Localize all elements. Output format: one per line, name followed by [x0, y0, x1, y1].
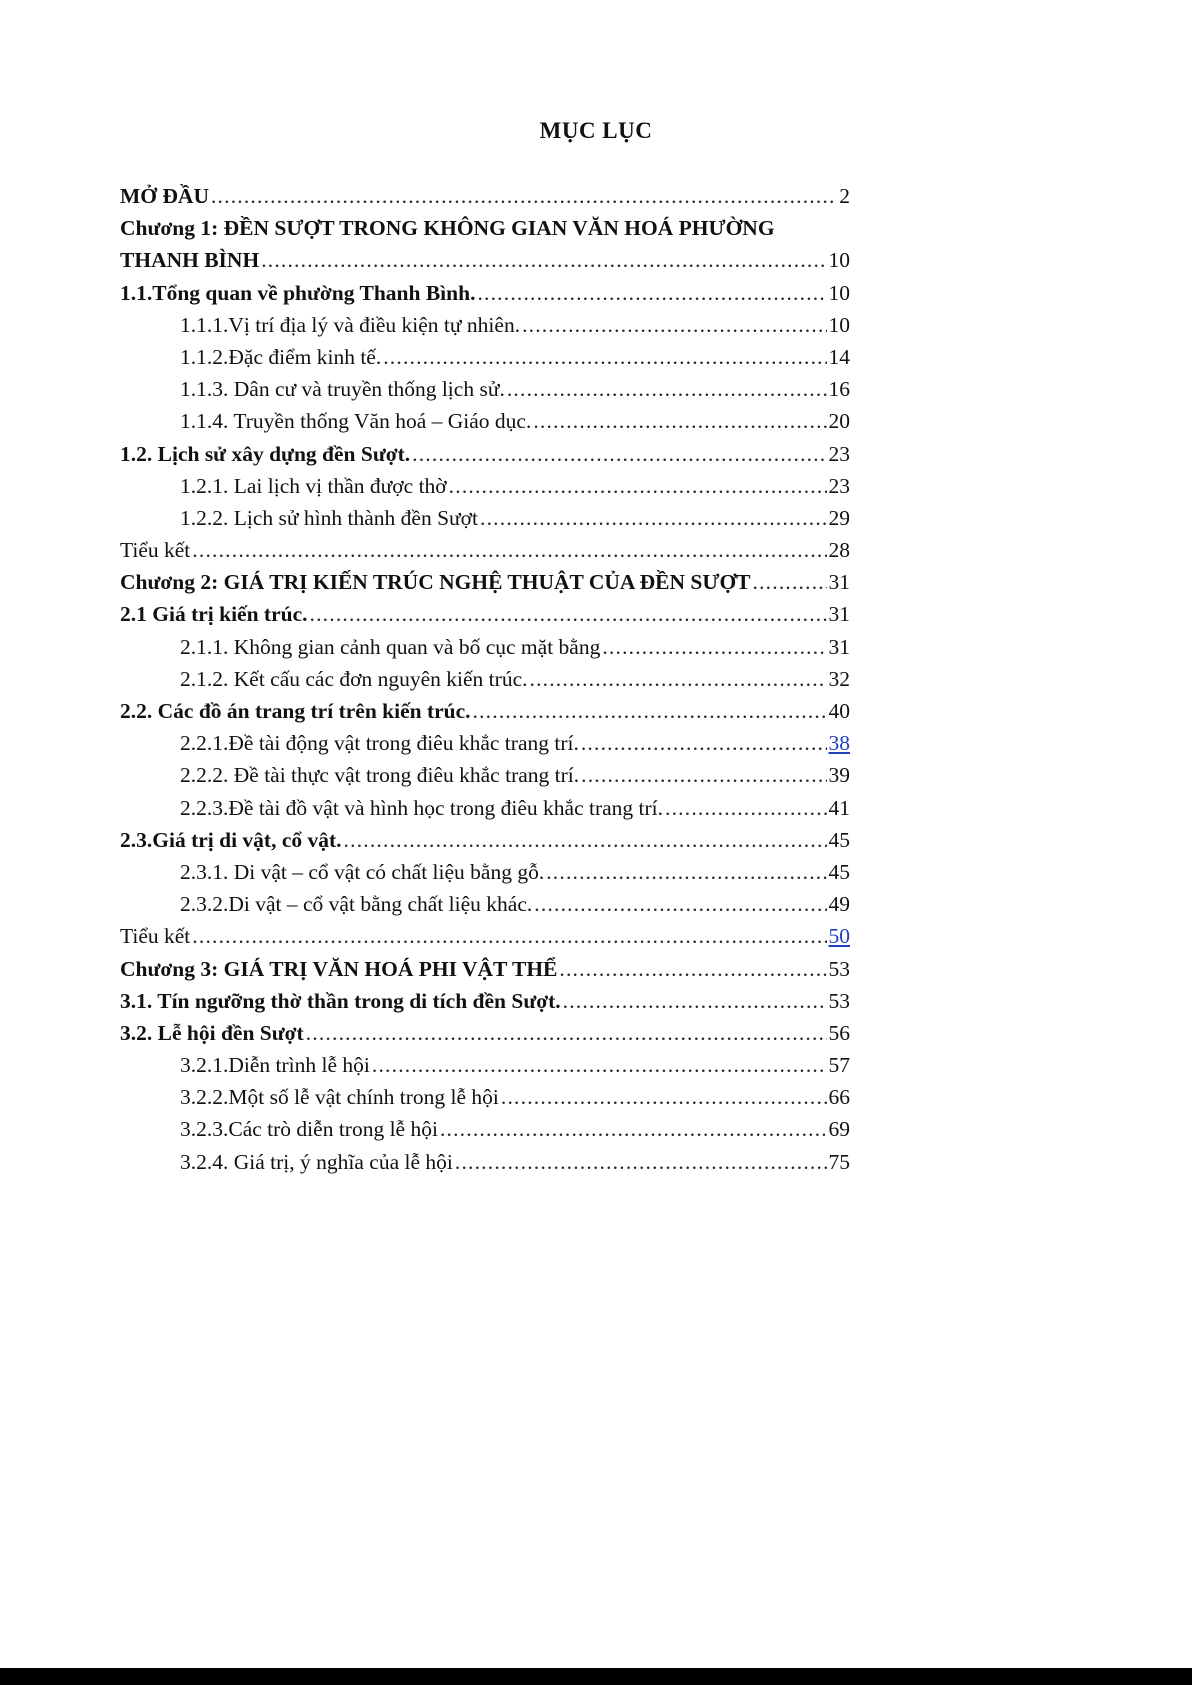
- dot-leader: [344, 824, 827, 856]
- toc-page-number: 39: [828, 763, 850, 788]
- toc-page-number: 31: [828, 602, 850, 627]
- toc-entry-title: Chương 1: ĐỀN SƯỢT TRONG KHÔNG GIAN VĂN HOÁ PHƯỜNG: [120, 216, 775, 241]
- toc-entry[interactable]: [120, 759, 850, 791]
- toc-entry[interactable]: [120, 244, 850, 276]
- toc-entry-title: 1.2.2. Lịch sử hình thành đền Sượt: [180, 505, 479, 530]
- toc-entry-title: 2.1 Giá trị kiến trúc.: [120, 602, 308, 627]
- bottom-border: [0, 1668, 1192, 1685]
- dot-leader: [455, 1146, 827, 1178]
- toc-page-number: 16: [828, 377, 850, 402]
- toc-page-number: 75: [828, 1149, 850, 1174]
- toc-page-number: 31: [828, 634, 850, 659]
- toc-entry[interactable]: [120, 631, 850, 663]
- dot-leader: [501, 1081, 827, 1113]
- dot-leader: [563, 985, 827, 1017]
- toc-entry-title: 3.2.2.Một số lễ vật chính trong lễ hội: [180, 1085, 499, 1110]
- toc-entry[interactable]: [120, 727, 850, 759]
- toc-entry[interactable]: [120, 277, 850, 309]
- toc-entry-title: 1.1.Tổng quan về phường Thanh Bình.: [120, 280, 476, 305]
- toc-page-number: 53: [828, 956, 850, 981]
- toc-page-number: 45: [828, 859, 850, 884]
- toc-page-number: 29: [828, 505, 850, 530]
- toc-page-number: 10: [828, 280, 850, 305]
- toc-entry-title: 3.2.1.Diễn trình lễ hội: [180, 1053, 370, 1078]
- toc-page-number: 10: [828, 312, 850, 337]
- toc-entry[interactable]: [120, 792, 850, 824]
- toc-entry[interactable]: [120, 373, 850, 405]
- toc-entry[interactable]: [120, 1049, 850, 1081]
- toc-entry-title: 2.2.2. Đề tài thực vật trong điêu khắc trang trí.: [180, 763, 580, 788]
- toc-entry-title: 3.2. Lễ hội đền Sượt: [120, 1020, 304, 1045]
- toc-page-number: 66: [828, 1085, 850, 1110]
- toc-entry-title: 2.3.1. Di vật – cổ vật có chất liệu bằng gỗ.: [180, 859, 545, 884]
- toc-entry[interactable]: [120, 534, 850, 566]
- toc-page-number: 57: [828, 1053, 850, 1078]
- toc-entry[interactable]: [120, 309, 850, 341]
- toc-entry[interactable]: [120, 1113, 850, 1145]
- toc-entry[interactable]: [120, 953, 850, 985]
- toc-entry[interactable]: [120, 438, 850, 470]
- dot-leader: [559, 953, 826, 985]
- dot-leader: [581, 759, 826, 791]
- toc-entry[interactable]: [120, 856, 850, 888]
- toc-entry-title: 1.1.3. Dân cư và truyền thống lịch sử.: [180, 377, 505, 402]
- dot-leader: [507, 373, 827, 405]
- dot-leader: [440, 1113, 827, 1145]
- dot-leader: [211, 180, 837, 212]
- dot-leader: [581, 727, 827, 759]
- toc-page-number: 45: [828, 827, 850, 852]
- toc-entry-title: Tiểu kết: [120, 538, 191, 563]
- toc-entry[interactable]: [120, 663, 850, 695]
- toc-entry-title: 1.1.1.Vị trí địa lý và điều kiện tự nhiên.: [180, 312, 521, 337]
- dot-leader: [383, 341, 826, 373]
- toc-entry-title: 1.1.4. Truyền thống Văn hoá – Giáo dục.: [180, 409, 532, 434]
- toc-page-number: 41: [828, 795, 850, 820]
- toc-page-number: 32: [828, 666, 850, 691]
- toc-page-number: 40: [828, 699, 850, 723]
- toc-entry-title: THANH BÌNH: [120, 248, 260, 273]
- toc-page-number: 56: [828, 1020, 850, 1045]
- dot-leader: [192, 920, 826, 952]
- dot-leader: [602, 631, 826, 663]
- toc-entry-title: Chương 3: GIÁ TRỊ VĂN HOÁ PHI VẬT THỂ: [120, 956, 558, 981]
- dot-leader: [530, 663, 827, 695]
- dot-leader: [533, 405, 826, 437]
- toc-entry-title: 1.1.2.Đặc điểm kinh tế.: [180, 344, 382, 369]
- dot-leader: [192, 534, 826, 566]
- toc-page-number: 23: [828, 473, 850, 498]
- dot-leader: [534, 888, 826, 920]
- toc-entry-title: 2.2. Các đồ án trang trí trên kiến trúc.: [120, 699, 471, 723]
- toc-page-number[interactable]: 38: [828, 731, 850, 756]
- toc-page-number: 53: [828, 988, 850, 1013]
- page-title: MỤC LỤC: [539, 118, 653, 143]
- toc-entry[interactable]: [120, 695, 850, 727]
- dot-leader: [480, 502, 826, 534]
- toc-entry-title: 2.2.1.Đề tài động vật trong điêu khắc trang trí.: [180, 731, 579, 756]
- toc-entry[interactable]: [120, 566, 850, 598]
- toc-page-number: 69: [828, 1117, 850, 1142]
- toc-entry-title: 2.1.2. Kết cấu các đơn nguyên kiến trúc.: [180, 666, 528, 691]
- toc-entry[interactable]: [120, 470, 850, 502]
- toc-entry-title: 1.2. Lịch sử xây dựng đền Sượt.: [120, 441, 411, 466]
- dot-leader: [473, 695, 827, 727]
- toc-page-number: 28: [828, 538, 850, 563]
- table-of-contents: [120, 180, 850, 1178]
- dot-leader: [546, 856, 826, 888]
- dot-leader: [306, 1017, 827, 1049]
- toc-entry[interactable]: [120, 985, 850, 1017]
- toc-entry-title: 2.3.2.Di vật – cổ vật bằng chất liệu khác.: [180, 892, 533, 917]
- dot-leader: [310, 598, 827, 630]
- dot-leader: [449, 470, 827, 502]
- toc-entry[interactable]: [120, 212, 850, 244]
- toc-entry-title: Chương 2: GIÁ TRỊ KIẾN TRÚC NGHỆ THUẬT CỦA ĐỀN SƯỢT: [120, 570, 751, 595]
- toc-entry[interactable]: [120, 824, 850, 856]
- toc-entry-title: 3.2.3.Các trò diễn trong lễ hội: [180, 1117, 438, 1142]
- toc-page-number: 49: [828, 892, 850, 917]
- toc-entry-title: 2.1.1. Không gian cảnh quan và bố cục mặt bằng: [180, 634, 601, 659]
- dot-leader: [665, 792, 826, 824]
- toc-page-number: 2: [839, 184, 850, 208]
- toc-entry-title: 3.2.4. Giá trị, ý nghĩa của lễ hội: [180, 1149, 453, 1174]
- dot-leader: [372, 1049, 827, 1081]
- dot-leader: [412, 438, 826, 470]
- toc-entry[interactable]: [120, 502, 850, 534]
- toc-entry-title: 3.1. Tín ngưỡng thờ thần trong di tích đền Sượt.: [120, 988, 561, 1013]
- toc-entry-title: 2.2.3.Đề tài đồ vật và hình học trong điêu khắc trang trí.: [180, 795, 664, 820]
- toc-entry-title: MỞ ĐẦU: [120, 184, 209, 208]
- dot-leader: [522, 309, 826, 341]
- dot-leader: [261, 244, 826, 276]
- toc-page-number: 31: [828, 570, 850, 595]
- toc-entry-title: 2.3.Giá trị di vật, cổ vật.: [120, 827, 342, 852]
- toc-entry[interactable]: [120, 888, 850, 920]
- toc-entry-title: 1.2.1. Lai lịch vị thần được thờ: [180, 473, 447, 498]
- dot-leader: [753, 566, 827, 598]
- toc-entry[interactable]: [120, 1146, 850, 1178]
- toc-entry[interactable]: [120, 405, 850, 437]
- toc-entry[interactable]: [120, 180, 850, 212]
- toc-page-number: 20: [828, 409, 850, 434]
- toc-page-number: 14: [828, 344, 850, 369]
- toc-entry[interactable]: [120, 920, 850, 952]
- toc-entry[interactable]: [120, 1017, 850, 1049]
- toc-entry[interactable]: [120, 598, 850, 630]
- toc-page-number: 23: [828, 441, 850, 466]
- toc-page-number: 10: [828, 248, 850, 273]
- toc-entry[interactable]: [120, 1081, 850, 1113]
- dot-leader: [477, 277, 826, 309]
- toc-page-number[interactable]: 50: [828, 924, 850, 949]
- toc-entry-title: Tiểu kết: [120, 924, 191, 949]
- toc-entry[interactable]: [120, 341, 850, 373]
